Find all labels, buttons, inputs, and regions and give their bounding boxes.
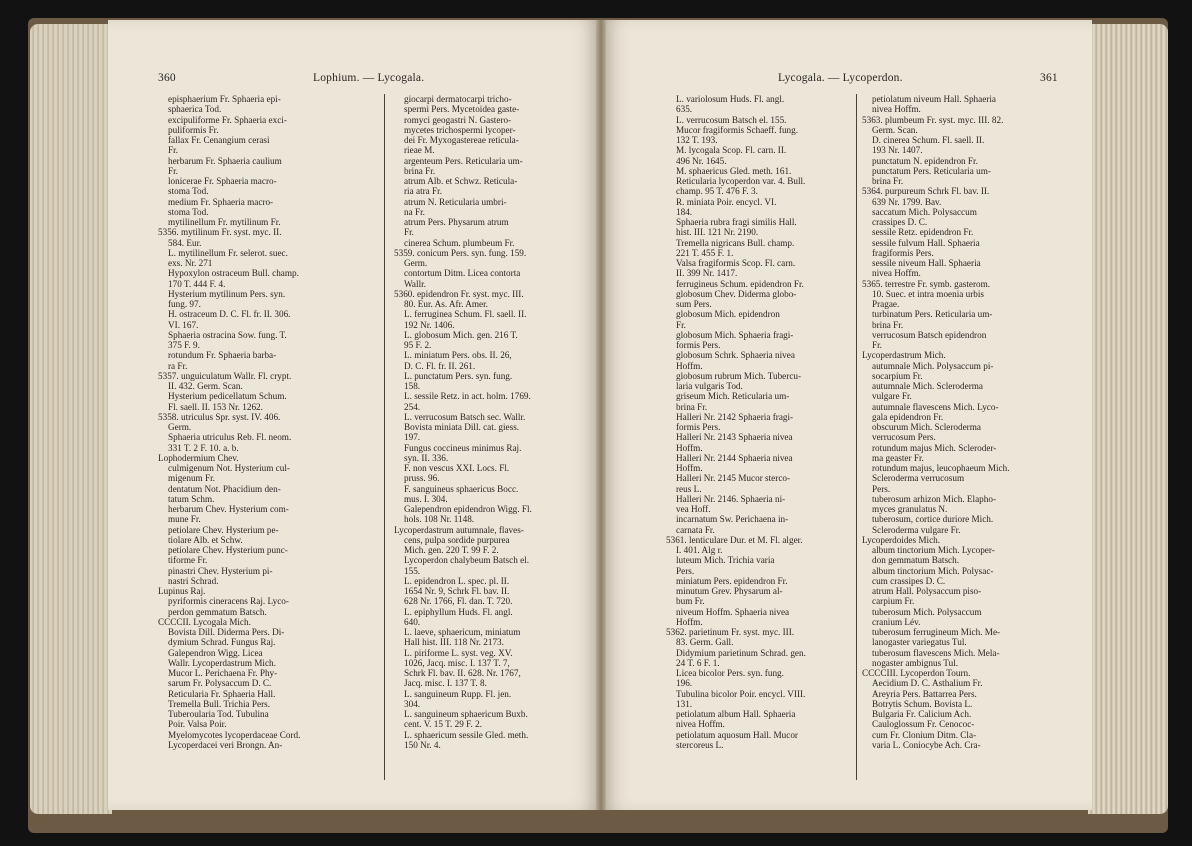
right-page [600, 20, 1092, 810]
text-line: excipuliforme Fr. Sphaeria exci- [168, 114, 287, 125]
text-line: 131. [676, 698, 693, 709]
text-line: rotundum majus Mich. Scleroder- [872, 442, 997, 453]
text-line: 304. [404, 698, 421, 709]
text-line: dymium Schrad. Fungus Raj. [168, 637, 276, 648]
text-line: spermi Pers. Mycetoidea gaste- [404, 104, 520, 115]
text-line: Hoffm. [676, 360, 703, 371]
text-line: luteum Mich. Trichia varia [676, 555, 775, 566]
text-line: 5362. parietinum Fr. syst. myc. III. [666, 627, 795, 637]
text-line: crassipes D. C. [872, 217, 928, 227]
text-line: formis Pers. [676, 340, 721, 350]
text-line: vulgare Fr. [872, 391, 912, 402]
text-line: M. sphaericus Gled. meth. 161. [676, 165, 792, 176]
text-line: Tremella nigricans Bull. champ. [676, 237, 795, 248]
text-line: giocarpi dermatocarpi tricho- [404, 94, 512, 104]
text-line: 150 Nr. 4. [404, 739, 441, 750]
text-line: L. miniatum Pers. obs. II. 26, [404, 350, 512, 361]
text-line: L. verrucosum Batsch sec. Wallr. [404, 411, 526, 422]
text-line: 10. Suec. et intra moenia urbis [872, 288, 985, 299]
text-line: 170 T. 444 F. 4. [168, 278, 226, 289]
text-line: Reticularia Fr. Sphaeria Hall. [168, 688, 276, 699]
text-line: Areyria Pers. Battarrea Pers. [872, 688, 977, 699]
text-line: atrum Pers. Physarum atrum [404, 217, 509, 227]
text-line: atrum Alb. et Schwz. Reticula- [404, 176, 518, 186]
text-line: fragiformis Pers. [872, 247, 934, 258]
text-line: socarpium Fr. [872, 370, 923, 381]
text-line: globosum Schrk. Sphaeria nivea [676, 350, 795, 361]
text-line: romyci geogastri N. Gastero- [404, 114, 512, 125]
text-line: atrum Hall. Polysaccum piso- [872, 586, 982, 596]
right-running-head: Lycogala. — Lycoperdon. [778, 72, 903, 84]
text-line: 158. [404, 381, 421, 391]
text-line: griseum Mich. Reticularia um- [676, 391, 790, 402]
text-line: Botrytis Schum. Bovista L. [872, 698, 973, 709]
text-line: 192 Nr. 1406. [404, 319, 455, 330]
text-line: Germ. [168, 422, 192, 432]
text-line: migenum Fr. [168, 473, 215, 484]
text-line: nastri Schrad. [168, 575, 219, 586]
text-line: Bovista Dill. Diderma Pers. Di- [168, 627, 285, 637]
text-line: II. 399 Nr. 1417. [676, 268, 738, 279]
text-line: Mucor fragiformis Schaeff. fung. [676, 124, 799, 135]
text-line: Lycoperdastrum Mich. [862, 350, 946, 361]
text-line: II. 432. Germ. Scan. [168, 381, 243, 391]
text-line: brina Fr. [404, 165, 436, 176]
text-line: 496 Nr. 1645. [676, 155, 727, 166]
text-line: tiolare Alb. et Schw. [168, 534, 243, 545]
text-line: petiolatum album Hall. Sphaeria [676, 709, 796, 719]
text-line: sessile niveum Hall. Sphaeria [872, 258, 981, 268]
text-line: autumnale Mich. Scleroderma [872, 381, 983, 391]
text-line: L. variolosum Huds. Fl. angl. [676, 94, 785, 104]
text-line: Fr. [404, 227, 414, 238]
text-line: atrum N. Reticularia umbri- [404, 196, 507, 207]
text-line: L. epidendron L. spec. pl. II. [404, 575, 510, 586]
text-line: hols. 108 Nr. 1148. [404, 514, 475, 525]
text-line: Tubulina bicolor Poir. encycl. VIII. [676, 688, 806, 699]
text-line: varia L. Coniocybe Ach. Cra- [872, 739, 981, 750]
text-line: 640. [404, 616, 421, 627]
text-line: 1026, Jacq. misc. I. 137 T. 7, [404, 657, 510, 668]
text-line: obscurum Mich. Scleroderma [872, 422, 981, 432]
text-line: Mucor L. Perichaena Fr. Phy- [168, 668, 278, 678]
text-line: 254. [404, 401, 421, 412]
text-line: Tremella Bull. Trichia Pers. [168, 698, 271, 709]
text-line: don gemmatum Batsch. [872, 555, 960, 566]
text-line: tuberosum arhizon Mich. Elapho- [872, 493, 996, 504]
text-line: D. cinerea Schum. Fl. saell. II. [872, 135, 985, 145]
text-line: 221 T. 455 F. 1. [676, 247, 734, 258]
text-line: L. verrucosum Batsch el. 155. [676, 114, 787, 125]
text-line: lonicerae Fr. Sphaeria macro- [168, 176, 277, 186]
right-column-2 [862, 94, 1010, 750]
text-line: nivea Hoffm. [872, 268, 921, 279]
right-page-number: 361 [1040, 72, 1058, 84]
text-line: Halleri Nr. 2146. Sphaeria ni- [676, 493, 786, 504]
text-line: stoma Tod. [168, 186, 209, 197]
text-line: verrucosum Batsch epidendron [872, 329, 987, 340]
text-line: Lycoperdastrum autumnale, flaves- [394, 524, 524, 535]
text-line: Reticularia lycoperdon var. 4. Bull. [676, 176, 806, 186]
text-line: cens, pulpa sordide purpurea [404, 534, 510, 545]
text-line: 132 T. 193. [676, 135, 718, 145]
text-line: Hall hist. III. 118 Nr. 2173. [404, 637, 504, 648]
text-line: fallax Fr. Cenangium cerasi [168, 135, 270, 145]
text-line: 5363. plumbeum Fr. syst. myc. III. 82. [862, 114, 1004, 125]
text-line: Halleri Nr. 2144 Sphaeria nivea [676, 452, 793, 463]
text-line: 5358. utriculus Spr. syst. IV. 406. [158, 411, 281, 422]
text-line: Fungus coccineus minimus Raj. [404, 442, 522, 453]
text-line: 5359. conicum Pers. syn. fung. 159. [394, 247, 527, 258]
text-line: Hoffm. [676, 442, 703, 453]
text-line: Pragae. [872, 299, 900, 309]
text-line: Lophodermium Chev. [158, 452, 239, 463]
text-line: 5361. lenticulare Dur. et M. Fl. alger. [666, 534, 803, 545]
text-line: sphaerica Tod. [168, 104, 222, 115]
text-line: gala epidendron Fr. [872, 411, 944, 422]
left-column-1 [158, 94, 300, 750]
text-line: Tuberoularia Tod. Tubulina [168, 709, 269, 719]
text-line: Fr. [676, 319, 686, 330]
text-line: 193 Nr. 1407. [872, 145, 923, 156]
text-line: Lycoperdoides Mich. [862, 534, 941, 545]
text-line: nogaster ambignus Tul. [872, 657, 959, 668]
text-line: Halleri Nr. 2143 Sphaeria nivea [676, 432, 793, 443]
text-line: pyriformis cineracens Raj. Lyco- [168, 596, 289, 607]
text-line: album tinctorium Mich. Polysac- [872, 565, 994, 576]
text-line: 375 F. 9. [168, 340, 200, 350]
text-line: ferrugineus Schum. epidendron Fr. [676, 278, 804, 289]
text-line: petiolare Chev. Hysterium punc- [168, 545, 288, 555]
text-line: saccatum Mich. Polysaccum [872, 206, 977, 217]
text-line: 184. [676, 206, 693, 217]
text-line: F. sanguineus sphaericus Bocc. [404, 483, 519, 494]
text-line: Fl. saell. II. 153 Nr. 1262. [168, 401, 263, 412]
text-line: Valsa fragiformis Scop. Fl. carn. [676, 258, 796, 268]
text-line: 5364. purpureum Schrk Fl. bav. II. [862, 186, 990, 197]
text-line: 80. Eur. As. Afr. Amer. [404, 299, 488, 309]
text-line: Jacq. misc. I. 137 T. 8. [404, 678, 487, 689]
text-line: 628 Nr. 1766, Fl. dan. T. 720. [404, 596, 513, 607]
text-line: stoma Tod. [168, 206, 209, 217]
text-line: autumnale flavescens Mich. Lyco- [872, 401, 999, 412]
text-line: 331 T. 2 F. 10. a. b. [168, 442, 239, 453]
text-line: Lycoperdacei veri Brongn. An- [168, 739, 283, 750]
text-line: Poir. Valsa Poir. [168, 719, 227, 730]
text-line: Scleroderma vulgare Fr. [872, 524, 961, 535]
text-line: mus. I. 304. [404, 493, 448, 504]
text-line: rotundum Fr. Sphaeria barba- [168, 350, 277, 361]
text-line: L. mytilinellum Fr. selerot. suec. [168, 247, 288, 258]
text-line: syn. II. 336. [404, 452, 449, 463]
text-line: carpium Fr. [872, 596, 915, 607]
text-line: Pers. [872, 483, 891, 494]
left-column-2 [394, 94, 532, 750]
right-column-1 [666, 94, 806, 750]
text-line: petiolatum aquosum Hall. Mucor [676, 729, 798, 740]
text-line: sum Pers. [676, 299, 712, 309]
text-line: Bulgaria Fr. Calicium Ach. [872, 709, 972, 719]
left-page [108, 20, 602, 810]
text-line: CCCCIII. Lycoperdon Tourn. [862, 668, 971, 678]
text-line: Myelomycotes lycoperdaceae Cord. [168, 729, 301, 740]
text-line: ma geaster Fr. [872, 452, 924, 463]
text-line: incarnatum Sw. Perichaena in- [676, 514, 789, 525]
text-line: 5356. mytilinum Fr. syst. myc. II. [158, 227, 282, 238]
text-line: miniatum Pers. epidendron Fr. [676, 575, 788, 586]
text-line: ra Fr. [168, 360, 188, 371]
text-line: petiolatum niveum Hall. Sphaeria [872, 94, 996, 104]
text-line: contortum Ditm. Licea contorta [404, 268, 521, 279]
text-line: exs. Nr. 271 [168, 258, 213, 268]
text-line: dentatum Not. Phacidium den- [168, 483, 281, 494]
text-line: L. sessile Retz. in act. holm. 1769. [404, 391, 531, 402]
text-line: myces granulatus N. [872, 504, 948, 514]
text-line: bum Fr. [676, 596, 705, 607]
text-line: M. lycogala Scop. Fl. carn. II. [676, 145, 787, 156]
text-line: Scleroderma verrucosum [872, 473, 965, 484]
text-line: Galependron Wigg. Licea [168, 647, 263, 658]
column-rule [856, 94, 857, 780]
text-line: herbarum Fr. Sphaeria caulium [168, 155, 282, 166]
text-line: punctatum N. epidendron Fr. [872, 155, 978, 166]
text-line: 5357. unguiculatum Wallr. Fl. crypt. [158, 370, 292, 381]
text-line: L. punctatum Pers. syn. fung. [404, 370, 513, 381]
text-line: Lycoperdon chalybeum Batsch el. [404, 555, 530, 566]
book-gutter [596, 20, 606, 810]
text-line: vea Hoff. [676, 504, 711, 514]
text-line: Wallr. Lycoperdastrum Mich. [168, 657, 276, 668]
text-line: 639 Nr. 1799. Bav. [872, 196, 942, 207]
text-line: Pers. [676, 565, 695, 576]
text-line: 197. [404, 432, 421, 443]
text-line: mune Fr. [168, 514, 201, 525]
left-page-edges [30, 24, 112, 814]
text-line: globosum Chev. Diderma globo- [676, 288, 797, 299]
text-line: 196. [676, 678, 693, 689]
text-line: petiolare Chev. Hysterium pe- [168, 524, 279, 535]
text-line: brina Fr. [872, 176, 904, 186]
text-line: Hoffm. [676, 463, 703, 473]
text-line: Sphaeria utriculus Reb. Fl. neom. [168, 432, 292, 443]
text-line: L. sanguineum Rupp. Fl. jen. [404, 688, 512, 699]
text-line: herbarum Chev. Hysterium com- [168, 504, 289, 514]
text-line: Fr. [168, 145, 178, 156]
text-line: Fr. [872, 340, 882, 350]
right-page-edges [1088, 24, 1168, 814]
text-line: brina Fr. [872, 319, 904, 330]
text-line: medium Fr. Sphaeria macro- [168, 196, 274, 207]
text-line: cinerea Schum. plumbeum Fr. [404, 237, 515, 248]
text-line: episphaerium Fr. Sphaeria epi- [168, 94, 281, 104]
text-line: Halleri Nr. 2142 Sphaeria fragi- [676, 411, 794, 422]
text-line: sessile fulvum Hall. Sphaeria [872, 237, 980, 248]
text-line: D. C. Fl. fr. II. 261. [404, 360, 476, 371]
text-line: tatum Schm. [168, 493, 215, 504]
text-line: 635. [676, 104, 693, 115]
text-line: 83. Germ. Gall. [676, 637, 734, 648]
text-line: mycetes trichospermi lycoper- [404, 124, 516, 135]
text-line: F. non vescus XXI. Locs. Fl. [404, 463, 510, 473]
text-line: Wallr. [404, 278, 426, 289]
text-line: L. ferruginea Schum. Fl. saell. II. [404, 309, 527, 320]
text-line: 155. [404, 565, 421, 576]
text-line: Hypoxylon ostraceum Bull. champ. [168, 268, 299, 279]
text-line: I. 401. Alg r. [676, 545, 723, 555]
text-line: ria atra Fr. [404, 186, 443, 197]
text-line: Halleri Nr. 2145 Mucor sterco- [676, 473, 791, 484]
text-line: H. ostraceum D. C. Fl. fr. II. 306. [168, 309, 291, 320]
text-line: reus L. [676, 483, 702, 494]
text-line: tuberosum, cortice duriore Mich. [872, 514, 994, 525]
text-line: Didymium parietinum Schrad. gen. [676, 647, 806, 658]
text-line: cum Fr. Clonium Ditm. Cla- [872, 729, 977, 740]
text-line: globosum rubrum Mich. Tubercu- [676, 370, 802, 381]
left-page-number: 360 [158, 72, 176, 84]
text-line: Aecidium D. C. Asthalium Fr. [872, 678, 983, 689]
text-line: sarum Fr. Polysaccum D. C. [168, 678, 272, 689]
text-line: Galependron epidendron Wigg. Fl. [404, 504, 532, 514]
text-line: carnata Fr. [676, 524, 715, 535]
text-line: R. miniata Poir. encycl. VI. [676, 196, 777, 207]
text-line: sessile Retz. epidendron Fr. [872, 227, 974, 238]
text-line: Fr. [168, 165, 178, 176]
text-line: fung. 97. [168, 299, 201, 309]
text-line: 5360. epidendron Fr. syst. myc. III. [394, 288, 524, 299]
text-line: L. sanguineum sphaericum Buxb. [404, 709, 528, 719]
text-line: rotundum majus, leucophaeum Mich. [872, 463, 1010, 473]
text-line: Schrk Fl. bav. II. 628. Nr. 1767, [404, 668, 521, 678]
text-line: CCCCII. Lycogala Mich. [158, 616, 251, 627]
text-line: puliformis Fr. [168, 124, 219, 135]
left-running-head: Lophium. — Lycogala. [313, 72, 425, 84]
text-line: mytilinellum Fr. mytilinum Fr. [168, 217, 281, 227]
text-line: turbinatum Pers. Reticularia um- [872, 309, 993, 320]
text-line: VI. 167. [168, 319, 199, 330]
text-line: autumnale Mich. Polysaccum pi- [872, 360, 994, 371]
text-line: Sphaeria rubra fragi similis Hall. [676, 217, 797, 227]
text-line: Hysterium mytilinum Pers. syn. [168, 288, 286, 299]
text-line: album tinctorium Mich. Lycoper- [872, 545, 995, 555]
text-line: Hysterium pedicellatum Schum. [168, 391, 287, 402]
text-line: tiforme Fr. [168, 555, 208, 566]
text-line: 584. Eur. [168, 237, 202, 248]
text-line: 5365. terrestre Fr. symb. gasterom. [862, 278, 991, 289]
text-line: Mich. gen. 220 T. 99 F. 2. [404, 545, 499, 555]
text-line: Sphaeria ostracina Sow. fung. T. [168, 329, 287, 340]
text-line: 1654 Nr. 9, Schrk Fl. bav. II. [404, 586, 510, 596]
text-line: cranium Lév. [872, 616, 921, 627]
text-line: Lupinus Raj. [158, 586, 206, 596]
text-line: perdon gemmatum Batsch. [168, 606, 267, 617]
text-line: pruss. 96. [404, 473, 440, 484]
text-line: Bovista miniata Dill. cat. giess. [404, 422, 520, 432]
text-line: nivea Hoffm. [872, 104, 921, 115]
text-line: niveum Hoffm. Sphaeria nivea [676, 606, 790, 617]
text-line: verrucosum Pers. [872, 432, 936, 443]
text-line: Hoffm. [676, 616, 703, 627]
text-line: globosum Mich. epidendron [676, 309, 780, 320]
text-line: L. globosum Mich. gen. 216 T. [404, 329, 518, 340]
text-line: punctatum Pers. Reticularia um- [872, 165, 991, 176]
text-line: cent. V. 15 T. 29 F. 2. [404, 719, 482, 730]
text-line: formis Pers. [676, 422, 721, 432]
text-line: cum crassipes D. C. [872, 575, 946, 586]
text-line: L. laeve, sphaericum, miniatum [404, 627, 521, 637]
text-line: nivea Hoffm. [676, 719, 725, 730]
text-line: stercoreus L. [676, 739, 724, 750]
text-line: na Fr. [404, 206, 425, 217]
text-line: tuberosum ferrugineum Mich. Me- [872, 627, 1001, 637]
text-line: culmigenum Not. Hysterium cul- [168, 463, 290, 473]
text-line: dei Fr. Myxogastereae reticula- [404, 135, 519, 145]
text-line: tuberosum flavescens Mich. Mela- [872, 647, 1000, 658]
text-line: pinastri Chev. Hysterium pi- [168, 565, 273, 576]
text-line: Cauloglossum Fr. Cenococ- [872, 719, 975, 730]
text-line: L. epiphyllum Huds. Fl. angl. [404, 606, 513, 617]
column-rule [384, 94, 385, 780]
text-line: lanogaster variegatus Tul. [872, 637, 967, 648]
text-line: Licea bicolor Pers. syn. fung. [676, 668, 784, 678]
text-line: 24 T. 6 F. 1. [676, 657, 720, 668]
text-line: Germ. Scan. [872, 124, 918, 135]
text-line: champ. 95 T. 476 F. 3. [676, 186, 758, 197]
text-line: L. sphaericum sessile Gled. meth. [404, 729, 529, 740]
text-line: globosum Mich. Sphaeria fragi- [676, 329, 794, 340]
text-line: hist. III. 121 Nr. 2190. [676, 227, 759, 238]
text-line: argenteum Pers. Reticularia um- [404, 155, 523, 166]
text-line: tuberosum Mich. Polysaccum [872, 606, 982, 617]
text-line: L. piriforme L. syst. veg. XV. [404, 647, 513, 658]
text-line: Germ. [404, 258, 428, 268]
text-line: 95 F. 2. [404, 340, 432, 350]
text-line: laria vulgaris Tod. [676, 381, 743, 391]
text-line: minutum Grev. Physarum al- [676, 586, 783, 596]
text-line: brina Fr. [676, 401, 708, 412]
text-line: rieae M. [404, 145, 435, 156]
